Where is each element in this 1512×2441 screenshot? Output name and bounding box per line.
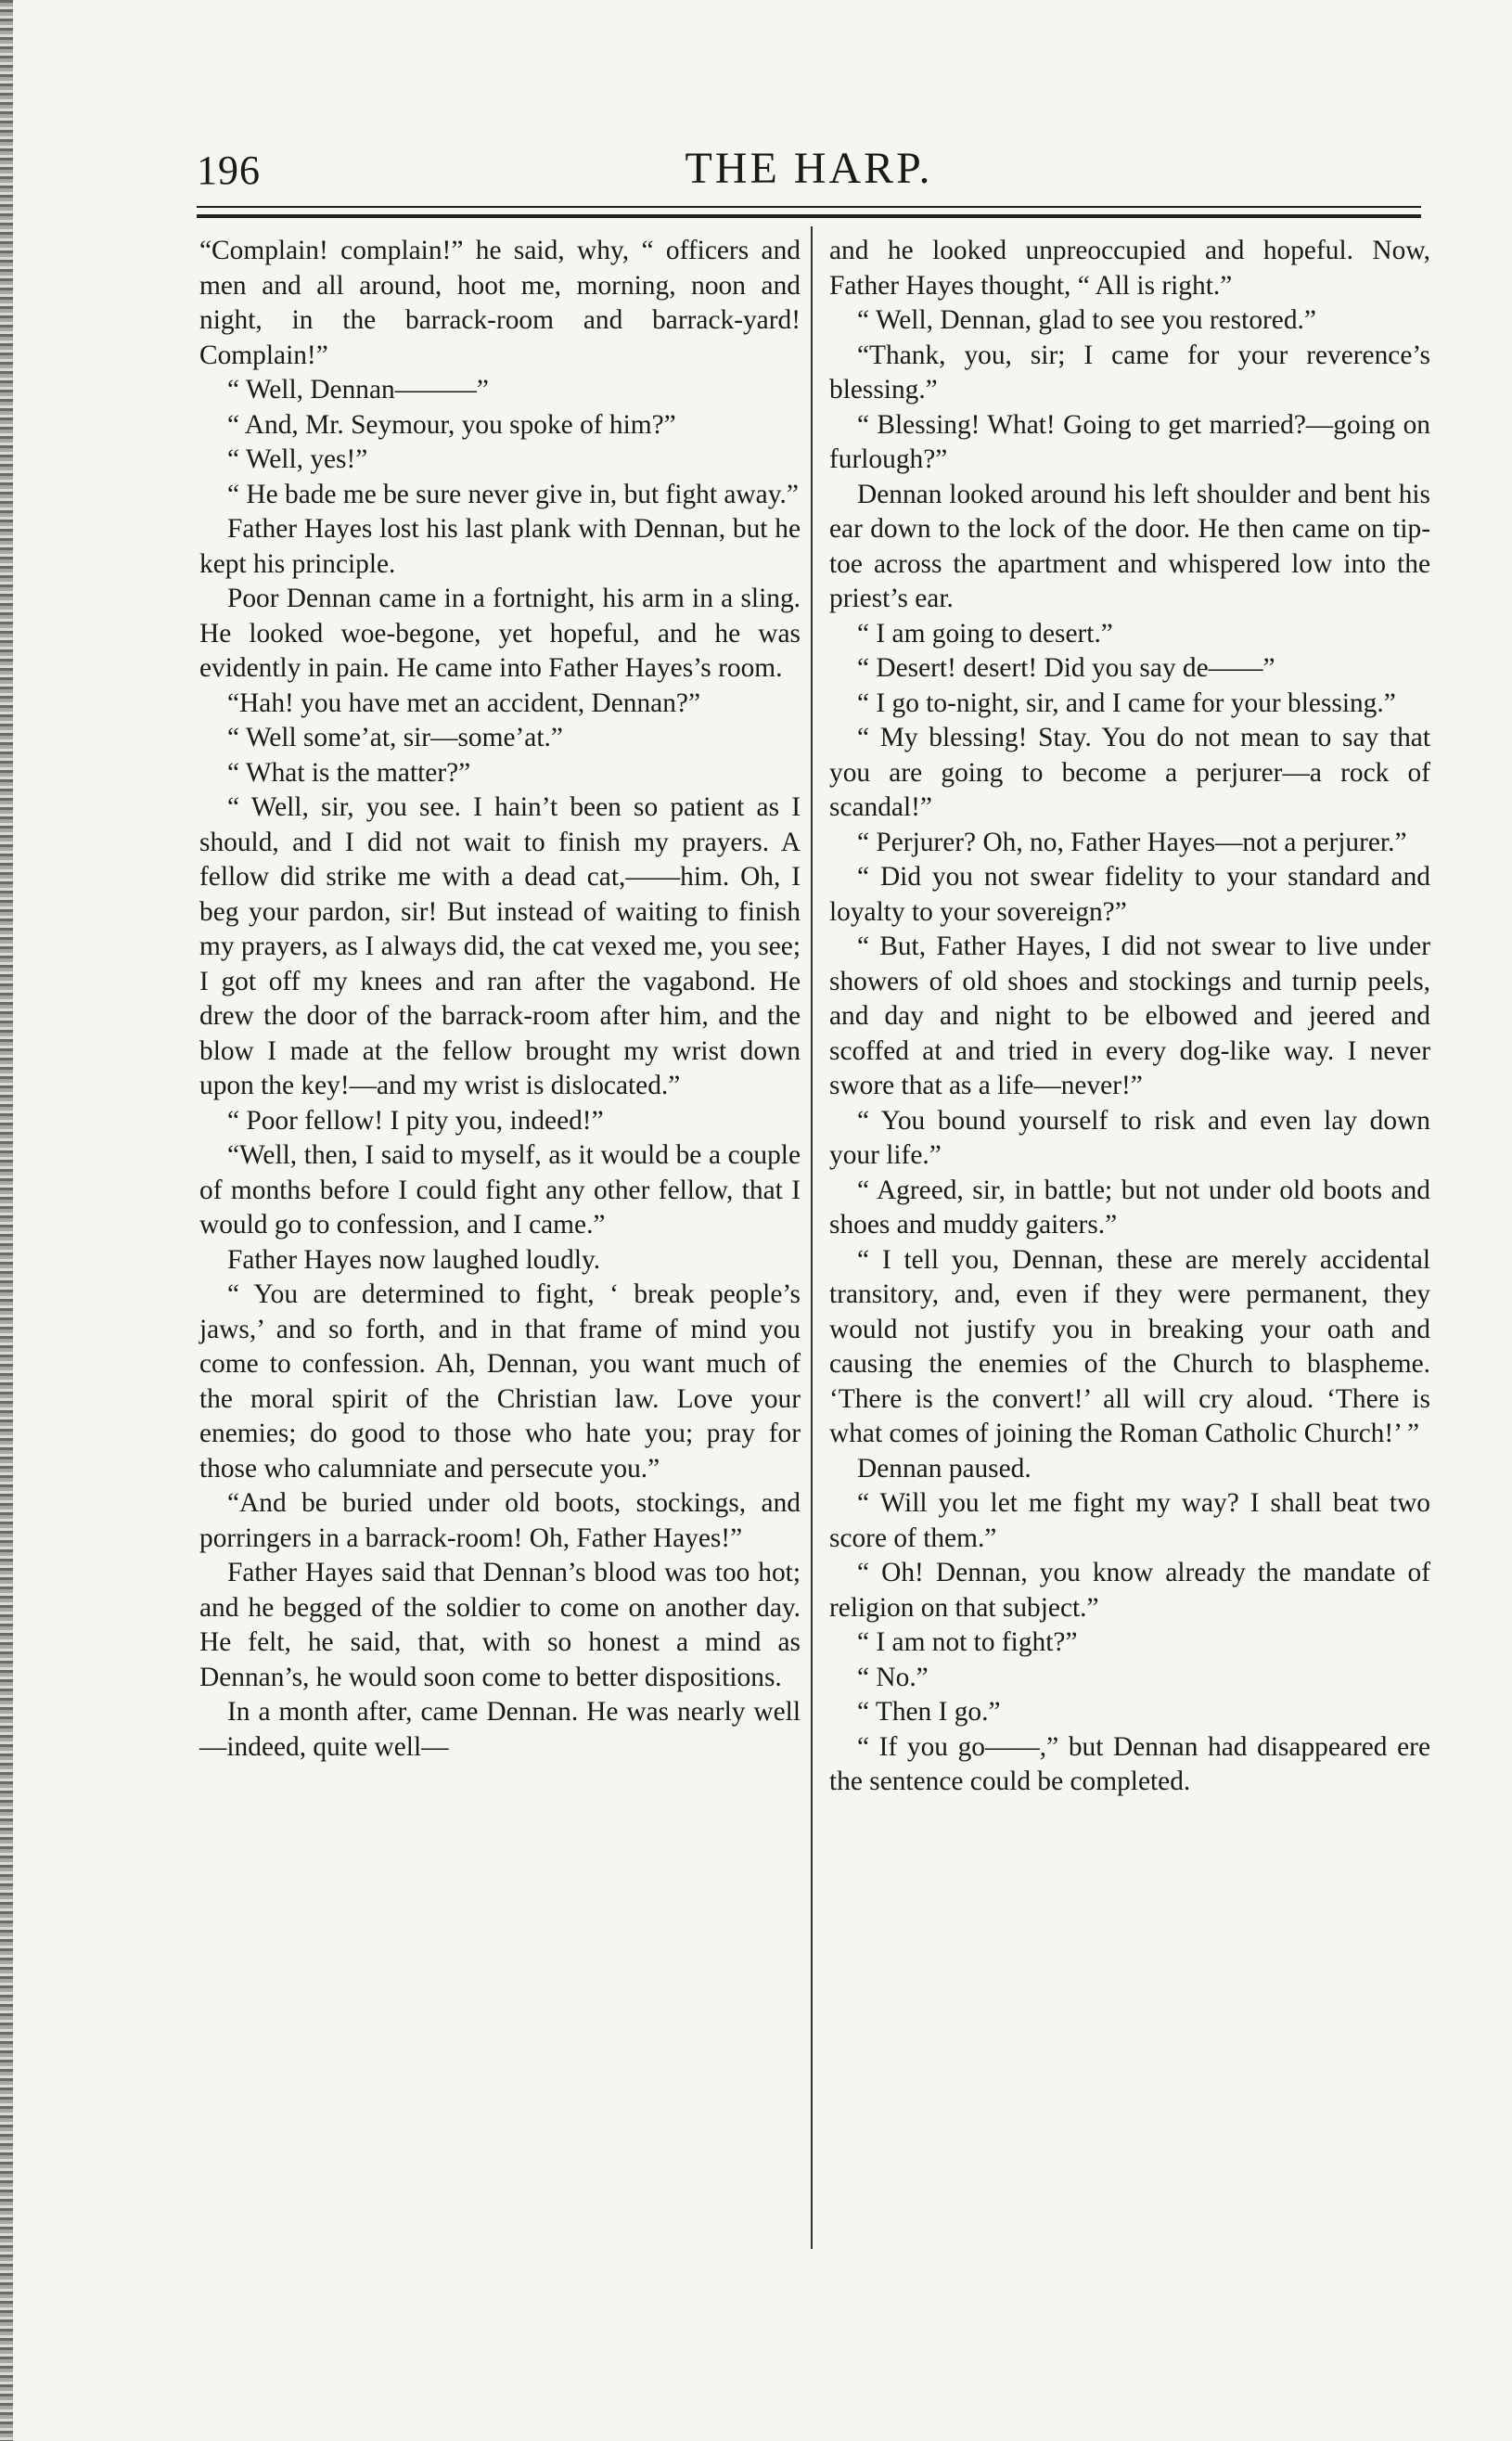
left-column xyxy=(199,234,801,1765)
paragraph: “ What is the matter?” xyxy=(227,757,471,788)
paragraph: “ Will you let me fight my way? I shall beat two score of them.” xyxy=(829,1488,1430,1553)
paragraph: Poor Dennan came in a fortnight, his arm in a sling. He looked woe-begone, yet hopeful, and he was evidently in pain. He came into Father Hayes’s room. xyxy=(199,584,801,683)
paragraph: “ Desert! desert! Did you say de——” xyxy=(857,653,1275,683)
paragraph: “ My blessing! Stay. You do not mean to say that you are going to become a perjurer—a rock of scandal!” xyxy=(829,723,1430,822)
paragraph: “Hah! you have met an accident, Dennan?” xyxy=(227,687,701,718)
right-column xyxy=(829,234,1430,1800)
paragraph: “ Oh! Dennan, you know already the mandate of religion on that subject.” xyxy=(829,1558,1430,1623)
page-header xyxy=(197,139,1421,204)
paragraph: Father Hayes lost his last plank with Dennan, but he kept his principle. xyxy=(199,514,801,579)
paragraph: “ He bade me be sure never give in, but fight away.” xyxy=(227,479,799,509)
header-rule-thick xyxy=(197,214,1421,218)
paragraph: In a month after, came Dennan. He was nearly well—indeed, quite well— xyxy=(199,1697,801,1762)
paragraph: “ Did you not swear fidelity to your standard and loyalty to your sovereign?” xyxy=(829,862,1430,927)
paragraph: “ I am going to desert.” xyxy=(857,618,1113,649)
paragraph: “ I am not to fight?” xyxy=(857,1627,1078,1657)
paragraph: “ You bound yourself to risk and even lay down your life.” xyxy=(829,1105,1430,1170)
running-title: THE HARP. xyxy=(685,144,933,193)
paragraph: Dennan looked around his left shoulder and bent his ear down to the lock of the door. He then came on tip-toe across the apartment and whispered low into the priest’s ear. xyxy=(829,479,1430,613)
paragraph: “ Well, sir, you see. I hain’t been so patient as I should, and I did not wait to finish my prayers. A fellow did strike me with a dead cat,——him. Oh, I beg your pardon, sir! But instead of waiting to finish my prayers, as I always did, the cat vexed me, you see; I got off my knees and ran after the vagabond. He drew the door of the barrack-room after him, and the blow I made at the fellow brought my wrist down upon the key!—and my wrist is dislocated.” xyxy=(199,792,801,1100)
paragraph: “ Well, yes!” xyxy=(227,444,368,474)
paragraph: “ Well some’at, sir—some’at.” xyxy=(227,723,563,752)
paragraph: “ Perjurer? Oh, no, Father Hayes—not a perjurer.” xyxy=(857,827,1407,857)
paragraph: “ No.” xyxy=(857,1662,929,1692)
paragraph: “ Then I go.” xyxy=(857,1697,1001,1727)
paragraph: “Complain! complain!” he said, why, “ officers and men and all around, hoot me, morning, noon and night, in the barrack-room and barrack-yard! Complain!” xyxy=(199,236,801,370)
paragraph: “ Well, Dennan, glad to see you restored.” xyxy=(857,305,1316,335)
page-binding-edge xyxy=(0,0,13,2441)
paragraph: “ But, Father Hayes, I did not swear to live under showers of old shoes and stockings and turnip peels, and day and night to be elbowed and jeered and scoffed at and tried in every dog-like way. I never swore that as a life—never!” xyxy=(829,931,1430,1100)
paragraph: “ Poor fellow! I pity you, indeed!” xyxy=(227,1105,604,1136)
paragraph: “ Well, Dennan———” xyxy=(227,375,489,405)
paragraph: “Thank, you, sir; I came for your reverence’s blessing.” xyxy=(829,340,1430,405)
paragraph: “Well, then, I said to myself, as it would be a couple of months before I could fight any other fellow, that I would go to confession, and I came.” xyxy=(199,1140,801,1240)
paragraph: “ I tell you, Dennan, these are merely accidental transitory, and, even if they were permanent, they would not justify you in breaking your oath and causing the enemies of the Church to blaspheme. ‘There is the convert!’ all will cry aloud. ‘There is what comes of joining the Roman Catholic Church!’ ” xyxy=(829,1244,1430,1448)
page-number: 196 xyxy=(197,148,261,193)
header-rule-thin xyxy=(197,206,1421,208)
paragraph: and he looked unpreoccupied and hopeful. Now, Father Hayes thought, “ All is right.” xyxy=(829,236,1430,301)
paragraph: Dennan paused. xyxy=(857,1453,1031,1484)
paragraph: “And be buried under old boots, stockings, and porringers in a barrack-room! Oh, Father Hayes!” xyxy=(199,1488,801,1553)
paragraph: “ I go to-night, sir, and I came for your blessing.” xyxy=(857,687,1396,718)
paragraph: “ If you go——,” but Dennan had disappeared ere the sentence could be completed. xyxy=(829,1731,1430,1796)
paragraph: “ Agreed, sir, in battle; but not under old boots and shoes and muddy gaiters.” xyxy=(829,1175,1430,1240)
paragraph: Father Hayes now laughed loudly. xyxy=(227,1244,601,1275)
paragraph: “ You are determined to fight, ‘ break people’s jaws,’ and so forth, and in that frame of mind you come to confession. Ah, Dennan, you want much of the moral spirit of the Christian law. Love your enemies; do good to those who hate you; pray for those who calumniate and persecute you.” xyxy=(199,1279,801,1484)
column-divider xyxy=(811,226,813,2249)
paragraph: “ And, Mr. Seymour, you spoke of him?” xyxy=(227,409,676,440)
paragraph: Father Hayes said that Dennan’s blood was too hot; and he begged of the soldier to come on another day. He felt, he said, that, with so honest a mind as Dennan’s, he would soon come to better dispositions. xyxy=(199,1558,801,1692)
paragraph: “ Blessing! What! Going to get married?—going on furlough?” xyxy=(829,409,1430,474)
